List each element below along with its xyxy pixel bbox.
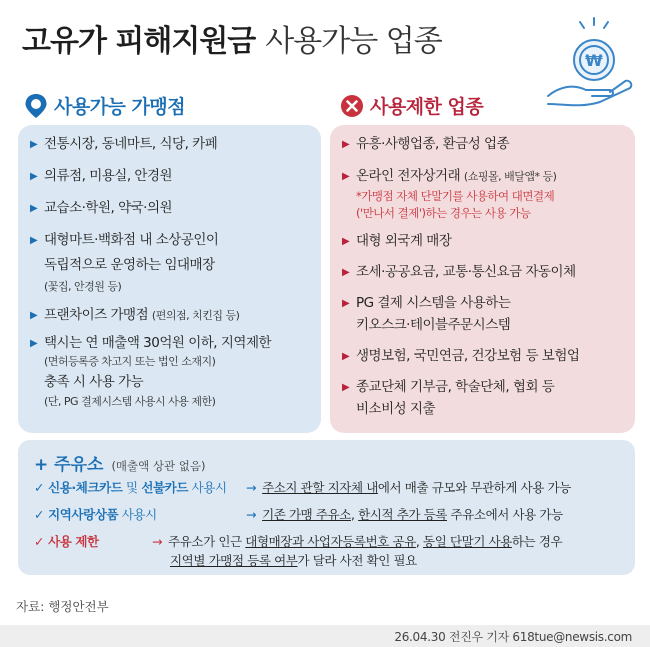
item-text: PG 결제 시스템을 사용하는 bbox=[356, 295, 511, 311]
item-note: (쇼핑몰, 배달앱* 등) bbox=[463, 170, 557, 183]
list-item bbox=[30, 167, 313, 186]
arrow-icon: → bbox=[246, 480, 257, 495]
won-symbol: ₩ bbox=[585, 51, 603, 70]
won-coin-hand-icon bbox=[540, 14, 640, 109]
item-text: 택시는 연 매출액 30억원 이하, 지역제한 bbox=[44, 335, 272, 351]
bullet-icon: ▶ bbox=[30, 310, 38, 321]
credit-line: 26.04.30 전진우 기자 618tue@newsis.com bbox=[394, 630, 632, 644]
restriction-label: 사용 제한 bbox=[48, 534, 99, 549]
gas-row-desc bbox=[246, 478, 571, 497]
list-item bbox=[30, 334, 313, 410]
check-icon: ✓ bbox=[34, 480, 45, 495]
title-main: 고유가 피해지원금 bbox=[22, 24, 256, 59]
item-text: 전통시장, 동네마트, 식당, 카페 bbox=[44, 136, 218, 152]
list-item bbox=[342, 263, 627, 282]
item-text: 온라인 전자상거래 bbox=[356, 168, 461, 184]
gas-station-panel bbox=[18, 440, 635, 575]
list-item bbox=[342, 135, 627, 154]
gas-station-title: + 주유소 bbox=[34, 455, 104, 475]
desc-underlined: 동일 단말기 사용 bbox=[423, 534, 512, 549]
item-note: (면허등록증 차고지 또는 법인 소재지) bbox=[44, 355, 216, 368]
footer-bar bbox=[0, 625, 650, 647]
list-item bbox=[342, 232, 627, 251]
list-item bbox=[342, 378, 627, 419]
item-text-line2: 충족 시 사용 가능 bbox=[44, 374, 144, 390]
bullet-icon: ▶ bbox=[342, 139, 350, 150]
item-red-note: *가맹점 자체 단말기를 사용하여 대면결제 bbox=[356, 189, 555, 203]
payment-label: 지역사랑상품 bbox=[48, 507, 119, 522]
list-item bbox=[30, 231, 313, 295]
gas-row-desc bbox=[152, 532, 562, 551]
payment-label-suffix: 사용시 bbox=[188, 480, 227, 495]
item-text: 조세·공공요금, 교통·통신요금 자동이체 bbox=[356, 264, 576, 280]
item-text: 생명보험, 국민연금, 건강보험 등 보험업 bbox=[356, 348, 580, 364]
bullet-icon: ▶ bbox=[342, 382, 350, 393]
restricted-panel bbox=[330, 125, 635, 433]
desc-underlined: 대형매장과 사업자등록번호 공유 bbox=[245, 534, 416, 549]
item-note: (단, PG 결제시스템 사용시 사용 제한) bbox=[44, 395, 216, 408]
payment-label-joiner: 및 bbox=[122, 480, 142, 495]
bullet-icon: ▶ bbox=[342, 298, 350, 309]
bullet-icon: ▶ bbox=[30, 203, 38, 214]
arrow-icon: → bbox=[152, 534, 163, 549]
desc-text: 에서 매출 규모와 무관하게 사용 가능 bbox=[377, 480, 571, 495]
list-item bbox=[342, 294, 627, 335]
item-note: (편의점, 치킨집 등) bbox=[151, 309, 240, 322]
check-icon: ✓ bbox=[34, 534, 45, 549]
payment-label-suffix: 사용시 bbox=[118, 507, 157, 522]
gas-row-desc-line2 bbox=[170, 551, 417, 570]
item-note: (꽃집, 안경원 등) bbox=[44, 280, 122, 293]
bullet-icon: ▶ bbox=[342, 267, 350, 278]
bullet-icon: ▶ bbox=[342, 171, 350, 182]
item-text: 대형 외국계 매장 bbox=[356, 233, 452, 249]
desc-underlined: 지역별 가맹점 등록 여부 bbox=[170, 553, 298, 568]
desc-underlined: 기존 가맹 주유소 bbox=[262, 507, 351, 522]
bullet-icon: ▶ bbox=[30, 338, 38, 349]
bullet-icon: ▶ bbox=[342, 236, 350, 247]
page-title bbox=[22, 16, 442, 59]
payment-label: 선불카드 bbox=[141, 480, 189, 495]
desc-text: 하는 경우 bbox=[511, 534, 563, 549]
desc-joiner: , bbox=[415, 534, 424, 549]
restricted-heading-label: 사용제한 업종 bbox=[370, 96, 484, 118]
gas-station-heading bbox=[34, 450, 205, 475]
item-text-line2: 비소비성 지출 bbox=[356, 401, 436, 417]
bullet-icon: ▶ bbox=[30, 139, 38, 150]
desc-text: 주유소가 인근 bbox=[168, 534, 246, 549]
item-text: 종교단체 기부금, 학술단체, 협회 등 bbox=[356, 379, 555, 395]
item-text-line2: 키오스크·테이블주문시스템 bbox=[356, 317, 511, 333]
allowed-heading bbox=[24, 92, 185, 119]
gas-row-label bbox=[34, 505, 157, 524]
gas-row-desc bbox=[246, 505, 563, 524]
item-red-note: ('만나서 결제')하는 경우는 사용 가능 bbox=[356, 206, 531, 220]
allowed-panel bbox=[18, 125, 321, 433]
desc-underlined: 주소지 관할 지자체 내 bbox=[262, 480, 378, 495]
desc-underlined: 한시적 추가 등록 bbox=[358, 507, 447, 522]
bullet-icon: ▶ bbox=[30, 171, 38, 182]
desc-text: 주유소에서 사용 가능 bbox=[446, 507, 563, 522]
item-text: 유흥·사행업종, 환금성 업종 bbox=[356, 136, 510, 152]
restricted-heading bbox=[340, 92, 483, 119]
allowed-heading-label: 사용가능 가맹점 bbox=[54, 96, 186, 118]
item-text: 프랜차이즈 가맹점 bbox=[44, 307, 149, 323]
bullet-icon: ▶ bbox=[30, 235, 38, 246]
item-text: 의류점, 미용실, 안경원 bbox=[44, 168, 173, 184]
payment-label: 신용·체크카드 bbox=[48, 480, 123, 495]
list-item bbox=[30, 306, 313, 325]
arrow-icon: → bbox=[246, 507, 257, 522]
gas-row-label bbox=[34, 478, 227, 497]
location-pin-icon bbox=[24, 93, 48, 119]
item-text: 교습소·학원, 약국·의원 bbox=[44, 200, 173, 216]
list-item bbox=[30, 135, 313, 154]
desc-joiner: , bbox=[350, 507, 359, 522]
item-text: 대형마트·백화점 내 소상공인이 bbox=[44, 232, 219, 248]
title-sub: 사용가능 업종 bbox=[265, 24, 442, 59]
item-text-line2: 독립적으로 운영하는 임대매장 bbox=[44, 257, 215, 273]
check-icon: ✓ bbox=[34, 507, 45, 522]
gas-row-label bbox=[34, 532, 99, 551]
gas-station-note: (매출액 상관 없음) bbox=[111, 459, 206, 473]
list-item bbox=[342, 347, 627, 366]
desc-text: 가 달라 사전 확인 필요 bbox=[297, 553, 417, 568]
x-circle-icon bbox=[340, 94, 364, 118]
bullet-icon: ▶ bbox=[342, 351, 350, 362]
source-note: 자료: 행정안전부 bbox=[16, 599, 109, 614]
list-item bbox=[342, 167, 627, 222]
list-item bbox=[30, 199, 313, 218]
